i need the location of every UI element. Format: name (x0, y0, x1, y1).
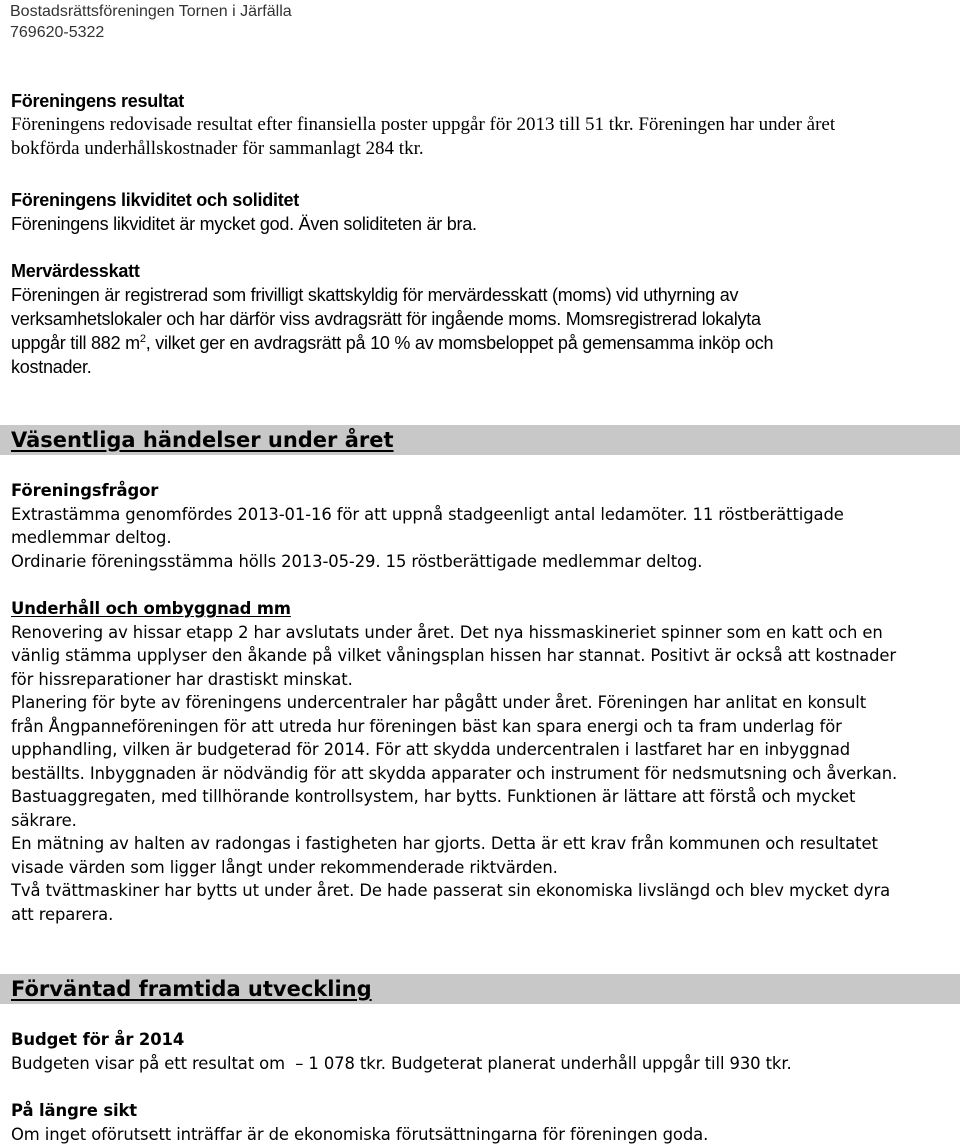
moms-heading: Mervärdesskatt (11, 259, 956, 283)
budget-heading: Budget för år 2014 (11, 1028, 956, 1052)
foreningsfragor-heading: Föreningsfrågor (11, 479, 956, 503)
underhall-line-6: upphandling, vilken är budgeterad för 2014. För att skydda undercentralen i lastfaret har en inbyggnad (11, 738, 956, 762)
underhall-line-8: Bastuaggregaten, med tillhörande kontrollsystem, har bytts. Funktionen är lättare att förstå och mycket (11, 785, 956, 809)
longterm-line-1: Om inget oförutsett inträffar är de ekonomiska förutsättningarna för föreningen goda. (11, 1123, 956, 1146)
underhall-line-13: att reparera. (11, 903, 956, 927)
underhall-line-3: för hissreparationer har drastiskt minskat. (11, 668, 956, 692)
moms-line-3-a: uppgår till 882 m (11, 333, 140, 353)
budget-line-1: Budgeten visar på ett resultat om – 1 078 tkr. Budgeterat planerat underhåll uppgår till 930 tkr. (11, 1052, 956, 1076)
moms-line-3 (11, 331, 956, 355)
underhall-line-12: Två tvättmaskiner har bytts ut under året. De hade passerat sin ekonomiska livslängd och blev mycket dyra (11, 879, 956, 903)
moms-line-4: kostnader. (11, 355, 956, 379)
underhall-line-1: Renovering av hissar etapp 2 har avslutats under året. Det nya hissmaskineriet spinner som en katt och en (11, 621, 956, 645)
foreningsfragor-line-3: Ordinarie föreningsstämma hölls 2013-05-29. 15 röstberättigade medlemmar deltog. (11, 550, 956, 574)
document-header (10, 1, 292, 43)
underhall-line-7: beställts. Inbyggnaden är nödvändig för att skydda apparater och instrument för nedsmutsning och åverkan. (11, 762, 956, 786)
underhall-heading: Underhåll och ombyggnad mm (11, 597, 956, 621)
foreningsfragor-line-2: medlemmar deltog. (11, 526, 956, 550)
moms-block (11, 259, 956, 379)
longterm-block (11, 1099, 956, 1146)
moms-line-2: verksamhetslokaler och har därför viss avdragsrätt för ingående moms. Momsregistrerad lokalyta (11, 307, 956, 331)
moms-superscript: 2 (140, 333, 146, 345)
underhall-line-9: säkrare. (11, 809, 956, 833)
budget-block (11, 1028, 956, 1075)
underhall-line-10: En mätning av halten av radongas i fastigheten har gjorts. Detta är ett krav från kommunen och resultatet (11, 832, 956, 856)
org-number: 769620-5322 (10, 22, 292, 43)
resultat-heading: Föreningens resultat (11, 89, 956, 113)
resultat-line-1: Föreningens redovisade resultat efter finansiella poster uppgår för 2013 till 51 tkr. Föreningen har under året (11, 113, 956, 137)
resultat-body (11, 113, 956, 161)
foreningsfragor-block (11, 479, 956, 573)
org-name: Bostadsrättsföreningen Tornen i Järfälla (10, 1, 292, 22)
section-title-events: Väsentliga händelser under året (11, 425, 394, 455)
underhall-line-2: vänlig stämma upplyser den åkande på vilket våningsplan hissen har stannat. Positivt är också att kostnader (11, 644, 956, 668)
section-title-future: Förväntad framtida utveckling (11, 974, 372, 1004)
underhall-block (11, 597, 956, 926)
resultat-heading-block (11, 89, 956, 113)
foreningsfragor-line-1: Extrastämma genomfördes 2013-01-16 för att uppnå stadgeenligt antal ledamöter. 11 röstberättigade (11, 503, 956, 527)
underhall-line-11: visade värden som ligger långt under rekommenderade riktvärden. (11, 856, 956, 880)
likviditet-line-1: Föreningens likviditet är mycket god. Även soliditeten är bra. (11, 212, 956, 236)
underhall-line-4: Planering för byte av föreningens undercentraler har pågått under året. Föreningen har anlitat en konsult (11, 691, 956, 715)
moms-line-3-b: , vilket ger en avdragsrätt på 10 % av momsbeloppet på gemensamma inköp och (146, 333, 774, 353)
moms-line-1: Föreningen är registrerad som frivilligt skattskyldig för mervärdesskatt (moms) vid uthyrning av (11, 283, 956, 307)
resultat-line-2: bokförda underhållskostnader för sammanlagt 284 tkr. (11, 137, 956, 161)
underhall-line-5: från Ångpanneföreningen för att utreda hur föreningen bäst kan spara energi och ta fram underlag för (11, 715, 956, 739)
likviditet-heading: Föreningens likviditet och soliditet (11, 188, 956, 212)
likviditet-block (11, 188, 956, 236)
longterm-heading: På längre sikt (11, 1099, 956, 1123)
